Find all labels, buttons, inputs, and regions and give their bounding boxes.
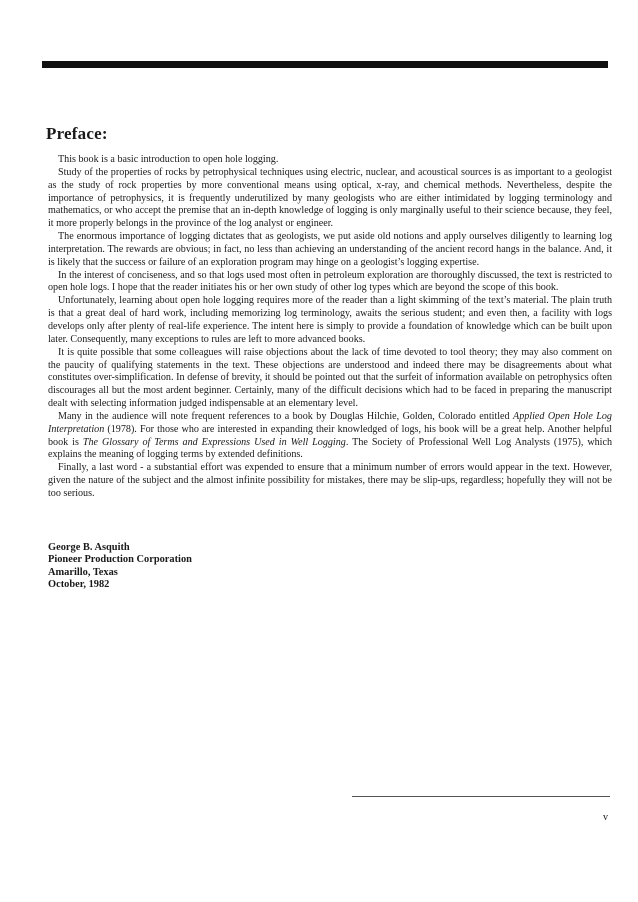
paragraph-6: It is quite possible that some colleagues will raise objections about the lack of time devoted to tool theory; they may also comment on the paucity of qualifying statements in the text. These objections are understood and indeed there may be disagreements about what constitutes over-simplification. In defense of brevity, it should be pointed out that the surfeit of information available on petrophysics often discourages all but the most ardent beginner. Certainly, many of the difficult decisions which had to be faced in preparing the manuscript dealt with selecting information judged indispensable at an elementary level. <box>48 346 612 410</box>
references-text-2: (1978). For those who are interested in expanding their knowledged of logs, his book will be a great help. Another helpful book is <box>48 423 612 448</box>
preface-date: October, 1982 <box>48 579 110 591</box>
signature-block <box>48 542 192 592</box>
book-title-hilchie: Applied Open Hole Log Interpretation <box>48 410 612 435</box>
preface-body <box>48 154 612 501</box>
book-title-glossary: The Glossary of Terms and Expressions Used in Well Logging <box>82 436 346 448</box>
paragraph-8: Finally, a last word - a substantial effort was expended to ensure that a minimum number of errors would appear in the text. However, given the nature of the subject and the almost infinite possibility for mistakes, there may be slip-ups, regardless; hopefully they will not be too serious. <box>48 462 612 499</box>
paragraph-4: In the interest of conciseness, and so that logs used most often in petroleum exploration are thoroughly discussed, the text is restricted to open hole logs. I hope that the reader initiates his or her own study of other log types which are beyond the scope of this book. <box>48 269 612 294</box>
top-rule <box>42 61 608 68</box>
paragraph-7 <box>48 411 612 462</box>
author-location: Amarillo, Texas <box>48 566 118 578</box>
bottom-rule <box>352 796 610 797</box>
paragraph-2: Study of the properties of rocks by petrophysical techniques using electric, nuclear, and acoustical sources is as important to a geologist as the study of rock properties by more conventional means using optical, x-ray, and chemical methods. Nevertheless, despite the importance of petrophysics, it is frequently underutilized by many geologists who are either intimidated by logging terminology and mathematics, or who accept the premise that an in-depth knowledge of logging is only marginally useful to their science because, they feel, it more properly belongs in the province of the log analyst or engineer. <box>48 166 612 230</box>
references-text-3: . The Society of Professional Well Log Analysts (1975), which explains the meaning of logging terms by extended definitions. <box>48 436 613 461</box>
author-name: George B. Asquith <box>48 542 130 553</box>
preface-heading: Preface: <box>46 124 108 143</box>
paragraph-1: This book is a basic introduction to open hole logging. <box>58 154 279 165</box>
references-text-1: Many in the audience will note frequent references to a book by Douglas Hilchie, Golden, Colorado entitled <box>58 410 514 422</box>
paragraph-3: The enormous importance of logging dictates that as geologists, we put aside old notions and apply ourselves diligently to learning log interpretation. The rewards are obvious; in fact, no less than achieving an understanding of the ancient record hangs in the balance. And, it is likely that the success or failure of an exploration program may hinge on a geologist’s logging expertise. <box>48 231 612 268</box>
author-company: Pioneer Production Corporation <box>48 554 192 566</box>
page-number: v <box>603 812 608 823</box>
paragraph-5: Unfortunately, learning about open hole logging requires more of the reader than a light skimming of the text’s material. The plain truth is that a great deal of hard work, including memorizing log terminology, awaits the serious student; and even then, a facility with logs develops only after plenty of real-life experience. The intent here is simply to provide a foundation of knowledge which can be built upon later. Consequently, many exceptions to rules are left to more advanced books. <box>48 295 612 345</box>
